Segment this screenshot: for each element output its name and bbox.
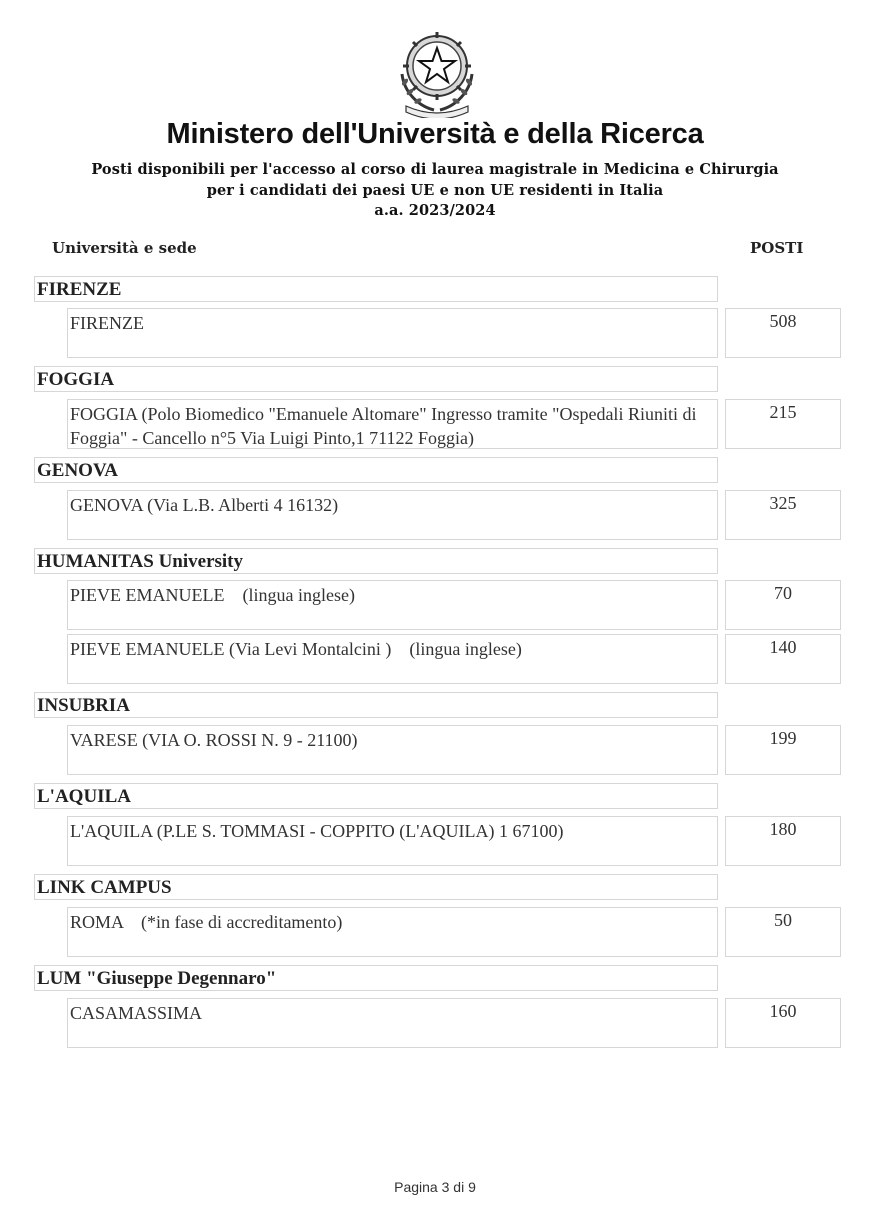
sede-cell [67,399,718,449]
university-name: GENOVA [37,460,118,481]
university-group-header [34,783,718,809]
posti-value: 160 [769,1001,797,1021]
sede-text: ROMA (*in fase di accreditamento) [70,912,343,932]
italian-republic-emblem-icon [394,26,480,118]
university-name: INSUBRIA [37,695,130,716]
sede-cell [67,580,718,630]
sede-text: VARESE (VIA O. ROSSI N. 9 - 21100) [70,730,358,750]
posti-value: 508 [769,311,797,331]
sede-text: FOGGIA (Polo Biomedico "Emanuele Altomare" Ingresso tramite "Ospedali Riuniti di Foggia" - Cancello n°5 Via Luigi Pinto,1 71122 Foggia) [70,404,701,448]
sede-text: CASAMASSIMA [70,1003,203,1023]
posti-cell [725,490,841,540]
university-name: FOGGIA [37,369,115,390]
posti-cell [725,308,841,358]
sede-cell [67,634,718,684]
posti-cell [725,634,841,684]
university-group-header [34,965,718,991]
sede-cell [67,308,718,358]
ministry-title: Ministero dell'Università e della Ricerca [166,118,704,150]
posti-cell [725,907,841,957]
column-header-university: Università e sede [52,239,197,257]
posti-value: 215 [769,402,797,422]
university-name: FIRENZE [37,279,122,300]
document-subtitle-line-1: Posti disponibili per l'accesso al corso di laurea magistrale in Medicina e Chirurgia [91,161,779,178]
document-subtitle-line-2: per i candidati dei paesi UE e non UE residenti in Italia [206,182,664,199]
sede-text: L'AQUILA (P.LE S. TOMMASI - COPPITO (L'AQUILA) 1 67100) [70,821,564,841]
posti-cell [725,998,841,1048]
posti-value: 70 [774,583,792,603]
posti-value: 325 [769,493,797,513]
university-group-header [34,276,718,302]
column-header-posti: POSTI [750,239,804,257]
posti-value: 180 [769,819,797,839]
posti-cell [725,399,841,449]
posti-value: 50 [774,910,792,930]
sede-text: PIEVE EMANUELE (Via Levi Montalcini ) (lingua inglese) [70,639,522,659]
sede-text: PIEVE EMANUELE (lingua inglese) [70,585,355,605]
sede-text: GENOVA (Via L.B. Alberti 4 16132) [70,495,339,515]
sede-cell [67,907,718,957]
university-name: L'AQUILA [37,786,131,807]
university-group-header [34,548,718,574]
sede-cell [67,725,718,775]
sede-cell [67,490,718,540]
page-number: Pagina 3 di 9 [394,1179,476,1195]
posti-value: 140 [769,637,797,657]
sede-cell [67,998,718,1048]
university-name: LUM "Giuseppe Degennaro" [37,968,277,989]
academic-year: a.a. 2023/2024 [374,202,496,219]
posti-cell [725,580,841,630]
university-group-header [34,692,718,718]
sede-text: FIRENZE [70,313,144,333]
posti-cell [725,725,841,775]
university-name: LINK CAMPUS [37,877,172,898]
university-group-header [34,366,718,392]
university-group-header [34,457,718,483]
posti-cell [725,816,841,866]
university-group-header [34,874,718,900]
posti-value: 199 [769,728,797,748]
sede-cell [67,816,718,866]
university-name: HUMANITAS University [37,551,244,572]
